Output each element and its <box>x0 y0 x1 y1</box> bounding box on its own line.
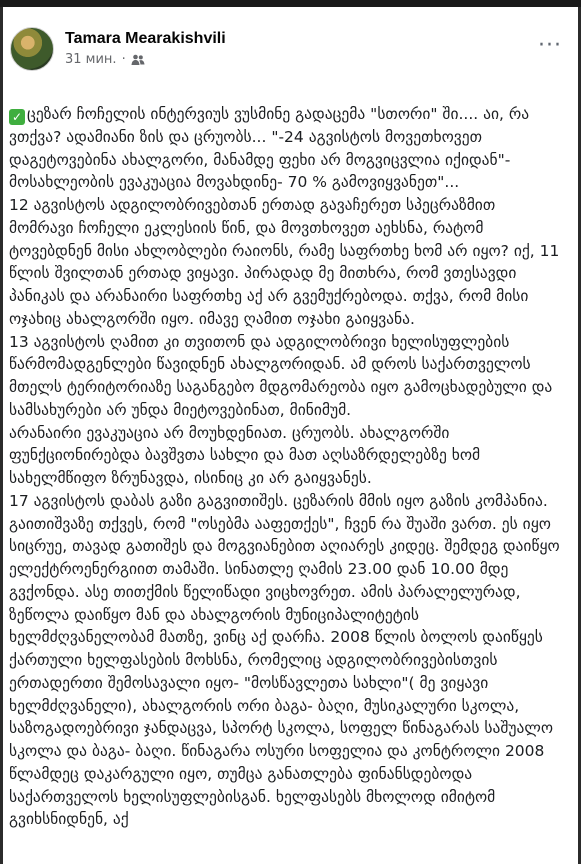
post-header <box>3 7 578 73</box>
ellipsis-icon[interactable]: ··· <box>538 32 562 58</box>
post-paragraph: 13 აგვისტოს ღამით კი თვითონ და ადგილობრივი ხელისუფლების წარმომადგენლები წავიდნენ ახალგორიდან. ამ დროს საქართველოს მთელს ტერიტორიაზე საგანგებო მდგომარეობა იყო გამოცხადებული და სამსახურები არ უნდა მიეტოვებინათ, მინიმუმ. <box>9 332 553 419</box>
avatar[interactable] <box>10 27 54 71</box>
post-subline <box>65 51 536 69</box>
facebook-post <box>0 7 581 864</box>
post-time[interactable]: 31 мин. <box>65 52 117 67</box>
post-meta <box>65 29 536 69</box>
check-mark-icon: ✓ <box>9 109 25 125</box>
post-text <box>3 73 578 831</box>
post-paragraph: არანაირი ევაკუაცია არ მოუხდენიათ. ცრუობს. ახალგორში ფუნქციონირებდა ბავშვთა სახლი და მათ აღსაზრდელებზე ხომ სახელმწიფო ზრუნავდა, ისინიც კი არ გაიყვანეს. <box>9 423 481 487</box>
post-paragraph <box>9 103 564 194</box>
top-bar <box>0 0 581 7</box>
author-name[interactable]: Tamara Mearakishvili <box>65 30 226 47</box>
post-paragraph: 17 აგვისტოს დაბას გაზი გაგვითიშეს. ცეზარის მმის იყო გაზის კომპანია. გაითიშვაზე თქვეს, რომ "ოსებმა ააფეთქეს", ჩვენ რა შუაში ვართ. ეს იყო სიცრუე, თავად გათიშეს და მოგვიანებით აღიარეს კიდეც. შემდეგ დაიწყო ელექტროენერგიით თამაში. სინათლე ღამის 23.00 დან 10.00 მდე გვქონდა. ასე თითქმის წელიწადი ვიცხოვრეთ. ამის პარალელურად, ზეწოლა დაიწყო მან და ახალგორის მუნიციპალიტეტის ხელმძღვანელობამ მათზე, ვინც აქ დარჩა. 2008 წლის ბოლოს დაიწყეს ქართული ხელფასების მოხსნა, რომელიც ადგილობრივებისთვის ერთადერთი შემოსავალი იყო- "მოსწავლეთა სახლი"( მე ვიყავი ხელმძღვანელი), ახალგორის ორი ბაგა- ბაღი, მუსიკალური სკოლა, საზოგადოებრივი ჯანდაცვა, სპორტ სკოლა, სოფელ წინაგარას საშუალო სკოლა და ბაგა- ბაღი. წინაგარა ოსური სოფელია და კონტროლი 2008 წლამდეც დაკარგული იყო, თუმცა განათლება ფინანსდებოდა საქართველოს ხელისუფლებისგან. ხელფასებს მხოლოდ იმიტომ გვიხსნიდნენ, აქ <box>9 491 560 829</box>
paragraph-text: ცეზარ ჩოჩელის ინტერვიუს ვუსმინე გადაცემა "სთორი" ში.... აი, რა ვთქვა? ადამიანი ზის და ცრუობს... "-24 აგვისტოს მოვეთხოვეთ დაგეტოვებინა ახალგორი, მანამდე ფეხი არ მოგვიცვლია იქიდან"- მოსახლეობის ევაკუაცია მოვახდინე- 70 % გამოვიყვანეთ"... <box>9 105 530 192</box>
separator-dot: · <box>121 52 126 67</box>
post-paragraph: 12 აგვისტოს ადგილობრივებთან ერთად გავაჩერეთ სპეცრაზმით მომრავი ჩოჩელი ეკლესიის წინ, და მოვთხოვეთ აეხსნა, რატომ ტოვებდნენ მისი ახლობლები რაიონს, რამე საფრთხე ხომ არ იყო? იქ, 11 წლის შვილთან ერთად ვიყავი. პირადად მე მითხრა, რომ ვთესავდი პანიკას და არანაირი საფრთხე აქ არ გვემუქრებოდა. თქვა, რომ მისი ოჯახიც ახალგორში იყო. იმავე ღამით ოჯახი გაიყვანა. <box>9 196 560 328</box>
people-icon[interactable] <box>131 54 145 66</box>
